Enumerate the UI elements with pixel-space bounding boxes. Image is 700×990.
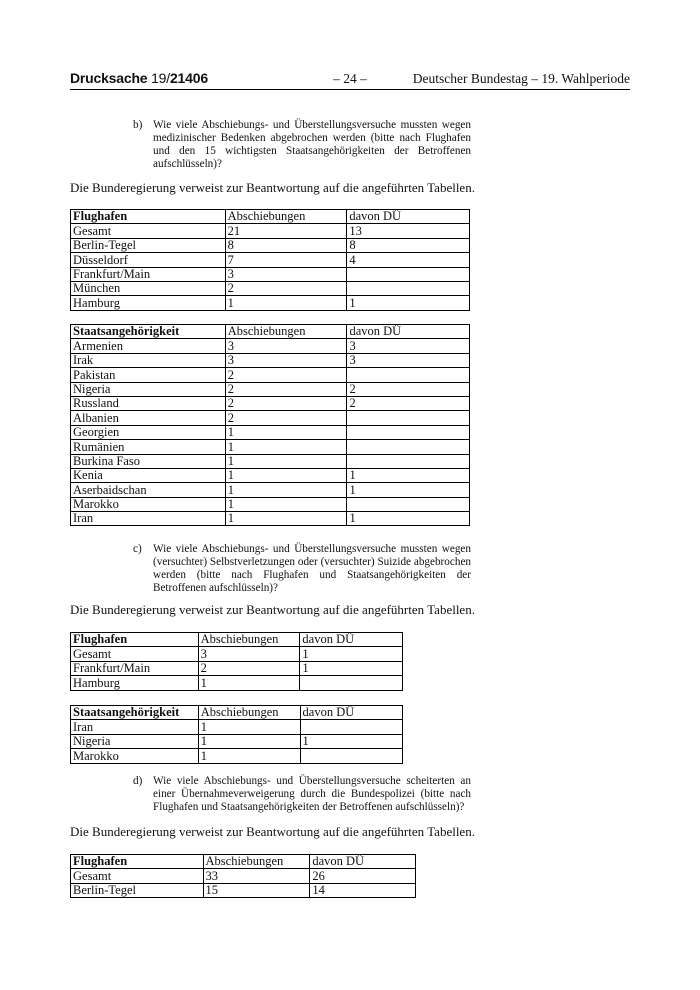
table-row [71, 512, 470, 526]
drucksache-label: Drucksache 19/21406 [70, 70, 208, 86]
table-cell: Hamburg [71, 296, 226, 310]
table-cell: Armenien [71, 339, 226, 353]
table-cell [300, 676, 403, 690]
table-cell: 7 [225, 253, 347, 267]
table-row [71, 353, 470, 367]
column-header: Abschiebungen [203, 855, 310, 869]
table-cell: 1 [300, 734, 402, 748]
table-cell: Nigeria [71, 734, 199, 748]
table-cell: 1 [347, 512, 470, 526]
table-cell: 2 [198, 661, 300, 675]
table-row [71, 339, 470, 353]
column-header: Staatsangehörigkeit [71, 706, 199, 720]
table-cell: 3 [198, 647, 300, 661]
table-row [71, 483, 470, 497]
table-row [71, 676, 403, 690]
table-cell: Irak [71, 353, 226, 367]
question-b [133, 119, 471, 171]
table-header-row [71, 210, 470, 224]
table-cell: 3 [347, 353, 470, 367]
answer-c-text: Die Bunderegierung verweist zur Beantwortung auf die angeführten Tabellen. [70, 602, 475, 617]
table-row [71, 224, 470, 238]
table-cell: Georgien [71, 425, 226, 439]
table-cell: 1 [300, 661, 403, 675]
table-cell: 8 [347, 238, 470, 252]
column-header: Staatsangehörigkeit [71, 325, 226, 339]
table-cell [300, 720, 402, 734]
table-cell: 3 [225, 267, 347, 281]
table-cell: Aserbaidschan [71, 483, 226, 497]
question-c [133, 543, 471, 595]
table-row [71, 661, 403, 675]
table-cell: 2 [225, 411, 347, 425]
table-cell: Düsseldorf [71, 253, 226, 267]
table-cell: 1 [225, 468, 347, 482]
table-cell [347, 425, 470, 439]
column-header: davon DÜ [300, 633, 403, 647]
table-row [71, 647, 403, 661]
table-row [71, 468, 470, 482]
table-cell [347, 281, 470, 295]
table-header-row [71, 706, 403, 720]
table-cell [347, 411, 470, 425]
page-header [70, 70, 630, 90]
table-cell [347, 497, 470, 511]
table-cell: Rumänien [71, 440, 226, 454]
table-cell: 1 [198, 749, 300, 763]
table-cell: 1 [198, 734, 300, 748]
table-cell: 3 [347, 339, 470, 353]
table-cell [347, 368, 470, 382]
table-nationalities-b [70, 324, 470, 526]
table-cell: München [71, 281, 226, 295]
table-cell: Gesamt [71, 869, 204, 883]
table-cell: 2 [225, 281, 347, 295]
table-cell: 15 [203, 883, 310, 897]
column-header: davon DÜ [347, 210, 470, 224]
column-header: Abschiebungen [198, 706, 300, 720]
table-nationalities-c [70, 705, 403, 764]
table-cell: Gesamt [71, 647, 199, 661]
table-cell: Kenia [71, 468, 226, 482]
table-row [71, 368, 470, 382]
table-cell: 13 [347, 224, 470, 238]
table-row [71, 296, 470, 310]
table-cell: 1 [347, 483, 470, 497]
answer-d-text: Die Bunderegierung verweist zur Beantwortung auf die angeführten Tabellen. [70, 824, 475, 839]
table-row [71, 425, 470, 439]
table-cell: 1 [225, 483, 347, 497]
table-row [71, 382, 470, 396]
table-cell: 3 [225, 353, 347, 367]
table-cell: 4 [347, 253, 470, 267]
column-header: Flughafen [71, 210, 226, 224]
column-header: Flughafen [71, 855, 204, 869]
table-cell: Frankfurt/Main [71, 267, 226, 281]
table-cell: Frankfurt/Main [71, 661, 199, 675]
table-row [71, 281, 470, 295]
question-c-label: c) [133, 543, 142, 555]
table-cell: 1 [198, 676, 300, 690]
table-airports-d [70, 854, 416, 898]
table-row [71, 720, 403, 734]
table-row [71, 253, 470, 267]
table-cell: 2 [347, 396, 470, 410]
table-row [71, 267, 470, 281]
table-cell: Iran [71, 512, 226, 526]
question-c-text: Wie viele Abschiebungs- und Überstellungsversuche mussten wegen (versuchter) Selbstverletzungen oder (versuchter) Suizide abgebrochen werden (bitte nach Flughafen und Staatsangehörigkeiten der Betroffenen aufschlüsseln)? [153, 543, 471, 594]
table-cell: Gesamt [71, 224, 226, 238]
table-cell: Berlin-Tegel [71, 238, 226, 252]
table-cell: 2 [225, 396, 347, 410]
question-b-label: b) [133, 119, 143, 131]
table-cell: Nigeria [71, 382, 226, 396]
column-header: Abschiebungen [198, 633, 300, 647]
table-cell: 1 [225, 454, 347, 468]
column-header: Abschiebungen [225, 325, 347, 339]
question-d [133, 775, 471, 814]
table-row [71, 883, 416, 897]
table-cell [347, 440, 470, 454]
parliament-title: Deutscher Bundestag – 19. Wahlperiode [412, 71, 630, 86]
table-cell: Berlin-Tegel [71, 883, 204, 897]
table-cell: 1 [198, 720, 300, 734]
table-cell: 21 [225, 224, 347, 238]
column-header: Abschiebungen [225, 210, 347, 224]
table-header-row [71, 855, 416, 869]
answer-b-text: Die Bunderegierung verweist zur Beantwortung auf die angeführten Tabellen. [70, 180, 475, 195]
table-row [71, 497, 470, 511]
table-cell: Marokko [71, 497, 226, 511]
table-cell: 8 [225, 238, 347, 252]
table-cell: 1 [225, 440, 347, 454]
table-row [71, 454, 470, 468]
table-cell: Albanien [71, 411, 226, 425]
table-airports-c [70, 632, 403, 691]
table-row [71, 734, 403, 748]
question-d-text: Wie viele Abschiebungs- und Überstellungsversuche scheiterten an einer Übernahmeverweigerung durch die Bundespolizei (bitte nach Flughafen und Staatsangehörigkeiten der Betroffenen aufschlüsseln)? [153, 775, 471, 813]
table-cell: 33 [203, 869, 310, 883]
table-cell: 2 [225, 368, 347, 382]
table-header-row [71, 633, 403, 647]
table-header-row [71, 325, 470, 339]
table-row [71, 411, 470, 425]
table-cell: 1 [300, 647, 403, 661]
table-cell: 1 [225, 425, 347, 439]
table-cell: 1 [225, 512, 347, 526]
table-cell: 26 [310, 869, 416, 883]
header-rule [70, 89, 630, 90]
column-header: davon DÜ [300, 706, 402, 720]
column-header: davon DÜ [347, 325, 470, 339]
table-cell: 1 [225, 497, 347, 511]
table-row [71, 238, 470, 252]
table-cell: Hamburg [71, 676, 199, 690]
table-cell: 2 [347, 382, 470, 396]
table-cell: 1 [347, 296, 470, 310]
table-cell: 3 [225, 339, 347, 353]
table-row [71, 440, 470, 454]
table-airports-b [70, 209, 470, 311]
table-row [71, 396, 470, 410]
table-cell [347, 267, 470, 281]
question-b-text: Wie viele Abschiebungs- und Überstellungsversuche mussten wegen medizinischer Bedenken abgebrochen werden (bitte nach Flughafen und den 15 wichtigsten Staatsangehörigkeiten der Betroffenen aufschlüsseln)? [153, 119, 471, 170]
table-cell: 2 [225, 382, 347, 396]
column-header: davon DÜ [310, 855, 416, 869]
table-row [71, 869, 416, 883]
table-cell: Iran [71, 720, 199, 734]
table-cell: 1 [347, 468, 470, 482]
table-cell [347, 454, 470, 468]
table-cell: 14 [310, 883, 416, 897]
column-header: Flughafen [71, 633, 199, 647]
table-cell: Burkina Faso [71, 454, 226, 468]
table-cell: Pakistan [71, 368, 226, 382]
table-row [71, 749, 403, 763]
table-cell: 1 [225, 296, 347, 310]
table-cell: Russland [71, 396, 226, 410]
table-cell [300, 749, 402, 763]
page-number: – 24 – [333, 71, 367, 86]
question-d-label: d) [133, 775, 143, 787]
table-cell: Marokko [71, 749, 199, 763]
